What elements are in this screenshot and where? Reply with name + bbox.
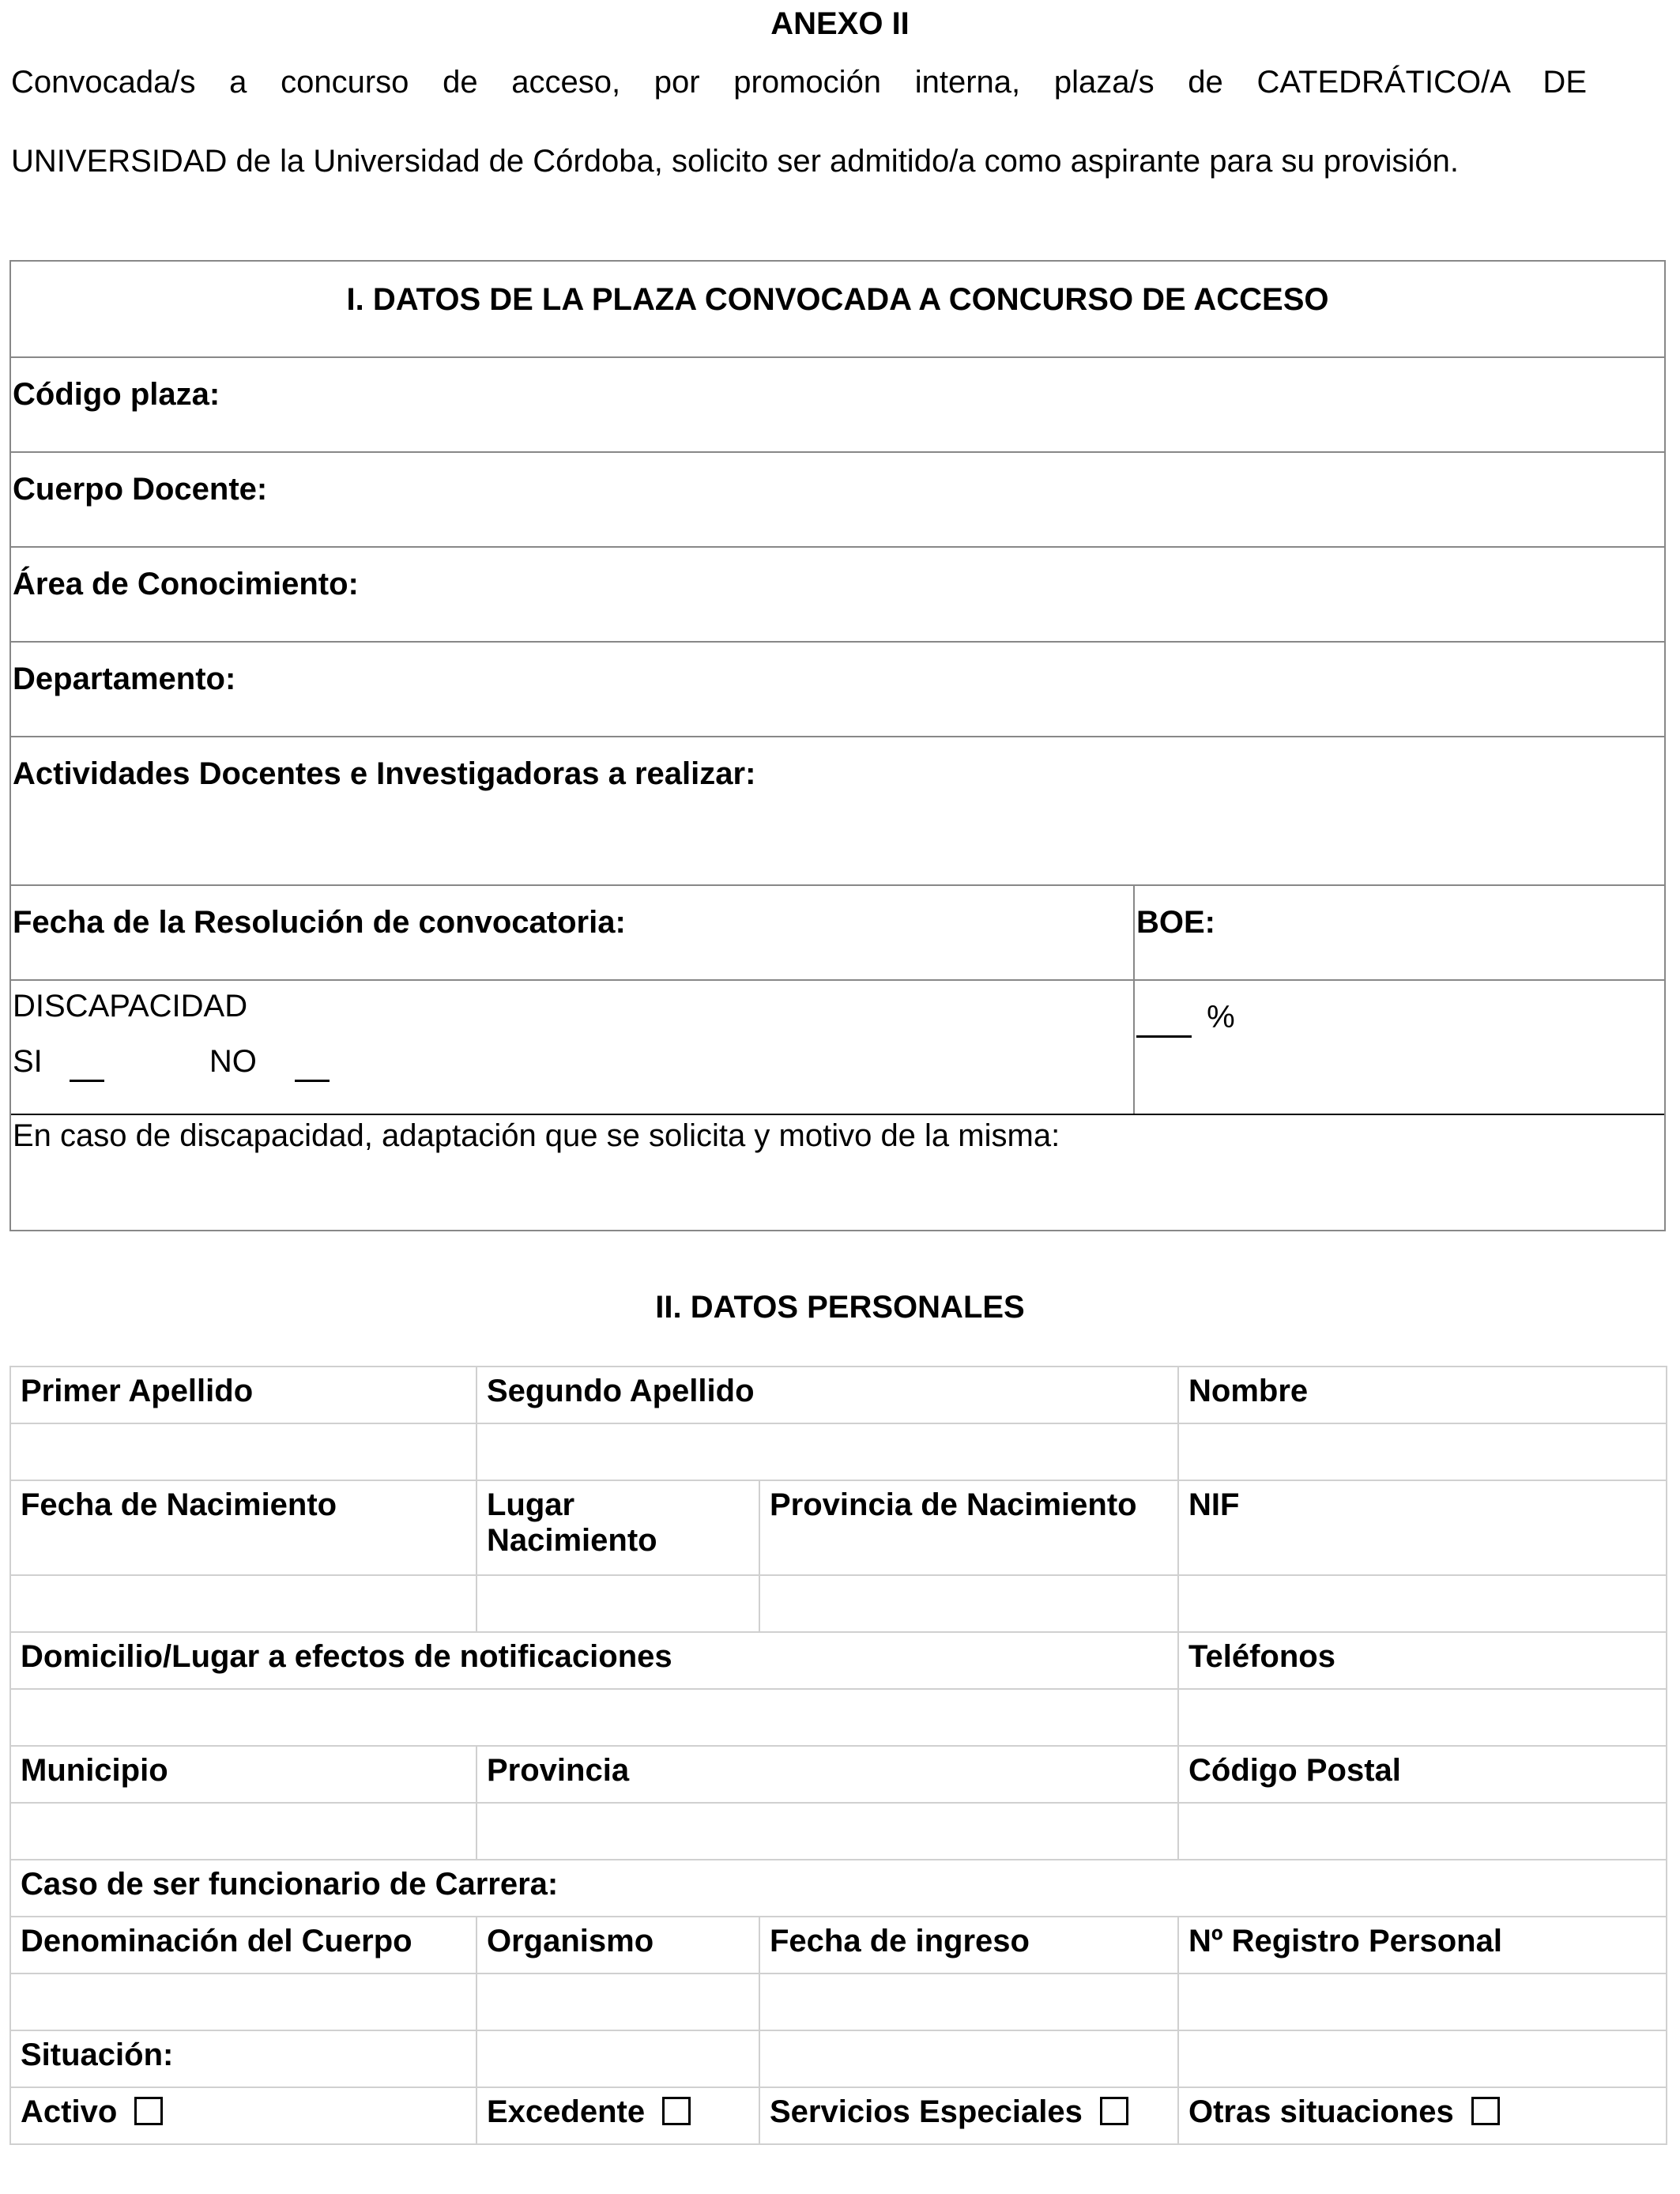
- fecha-ingreso-label: Fecha de ingreso: [759, 1917, 1178, 1973]
- actividades-label: Actividades Docentes e Investigadoras a realizar:: [13, 756, 756, 791]
- segundo-apellido-field[interactable]: [477, 1423, 1178, 1480]
- codigo-postal-label: Código Postal: [1178, 1746, 1667, 1803]
- section-plaza: [9, 260, 1666, 1231]
- nif-field[interactable]: [1178, 1575, 1667, 1632]
- nombre-label: Nombre: [1178, 1367, 1667, 1423]
- domicilio-label: Domicilio/Lugar a efectos de notificaciones: [10, 1632, 1178, 1689]
- fecha-resolucion-label: Fecha de la Resolución de convocatoria:: [13, 905, 626, 940]
- cuerpo-docente-row[interactable]: [11, 451, 1664, 546]
- activo-option: [10, 2087, 477, 2144]
- column-divider: [1133, 886, 1135, 979]
- intro-line-1: Convocada/s a concurso de acceso, por promoción interna, plaza/s de CATEDRÁTICO/A DE: [11, 65, 1587, 100]
- fecha-nacimiento-field[interactable]: [10, 1575, 477, 1632]
- personal-data-table: [9, 1366, 1667, 2145]
- telefonos-label: Teléfonos: [1178, 1632, 1667, 1689]
- provincia-field[interactable]: [477, 1803, 1178, 1860]
- servicios-especiales-option: [759, 2087, 1178, 2144]
- nombre-field[interactable]: [1178, 1423, 1667, 1480]
- intro-line-2: UNIVERSIDAD de la Universidad de Córdoba, solicito ser admitido/a como aspirante para su provisión.: [11, 144, 1459, 179]
- departamento-row[interactable]: [11, 641, 1664, 736]
- fecha-nacimiento-label: Fecha de Nacimiento: [10, 1480, 477, 1575]
- si-label: SI: [13, 1044, 43, 1079]
- municipio-label: Municipio: [10, 1746, 477, 1803]
- primer-apellido-field[interactable]: [10, 1423, 477, 1480]
- telefonos-field[interactable]: [1178, 1689, 1667, 1746]
- percent-blank[interactable]: [1136, 1000, 1192, 1038]
- section-personal-title: II. DATOS PERSONALES: [655, 1290, 1025, 1325]
- activo-checkbox[interactable]: [134, 2097, 163, 2125]
- column-divider: [1133, 981, 1135, 1114]
- percent-sign: %: [1207, 1000, 1235, 1035]
- empty-cell: [477, 2030, 759, 2087]
- primer-apellido-label: Primer Apellido: [10, 1367, 477, 1423]
- fecha-ingreso-field[interactable]: [759, 1973, 1178, 2030]
- percent-field[interactable]: [1136, 1000, 1235, 1038]
- municipio-field[interactable]: [10, 1803, 477, 1860]
- nif-label: NIF: [1178, 1480, 1667, 1575]
- otras-situaciones-label: Otras situaciones: [1188, 2094, 1454, 2129]
- actividades-row[interactable]: [11, 736, 1664, 884]
- empty-cell: [759, 2030, 1178, 2087]
- registro-field[interactable]: [1178, 1973, 1667, 2030]
- boe-label: BOE:: [1136, 905, 1215, 940]
- area-label: Área de Conocimiento:: [13, 567, 359, 601]
- domicilio-field[interactable]: [10, 1689, 1178, 1746]
- denominacion-field[interactable]: [10, 1973, 477, 2030]
- fecha-resolucion-row: [11, 884, 1664, 979]
- adaptacion-row[interactable]: [11, 1114, 1664, 1233]
- discapacidad-row: [11, 979, 1664, 1114]
- si-blank[interactable]: [70, 1044, 104, 1082]
- section-plaza-title: I. DATOS DE LA PLAZA CONVOCADA A CONCURSO DE ACCESO: [346, 282, 1329, 317]
- lugar-nacimiento-label: Lugar Nacimiento: [477, 1480, 759, 1575]
- no-blank[interactable]: [295, 1044, 330, 1082]
- activo-label: Activo: [21, 2094, 118, 2129]
- funcionario-label: Caso de ser funcionario de Carrera:: [10, 1860, 1667, 1917]
- discapacidad-options: [13, 1044, 330, 1082]
- no-label: NO: [209, 1044, 257, 1079]
- segundo-apellido-label: Segundo Apellido: [477, 1367, 1178, 1423]
- codigo-postal-field[interactable]: [1178, 1803, 1667, 1860]
- excedente-checkbox[interactable]: [662, 2097, 691, 2125]
- codigo-plaza-row[interactable]: [11, 356, 1664, 451]
- otras-situaciones-option: [1178, 2087, 1667, 2144]
- discapacidad-label: DISCAPACIDAD: [13, 989, 248, 1023]
- servicios-especiales-checkbox[interactable]: [1100, 2097, 1128, 2125]
- servicios-especiales-label: Servicios Especiales: [770, 2094, 1083, 2129]
- empty-cell: [1178, 2030, 1667, 2087]
- document-title: ANEXO II: [770, 6, 910, 41]
- organismo-label: Organismo: [477, 1917, 759, 1973]
- situacion-label: Situación:: [10, 2030, 477, 2087]
- departamento-label: Departamento:: [13, 662, 236, 696]
- cuerpo-docente-label: Cuerpo Docente:: [13, 472, 268, 507]
- adaptacion-label: En caso de discapacidad, adaptación que se solicita y motivo de la misma:: [13, 1118, 1060, 1153]
- excedente-label: Excedente: [487, 2094, 646, 2129]
- area-row[interactable]: [11, 546, 1664, 641]
- organismo-field[interactable]: [477, 1973, 759, 2030]
- excedente-option: [477, 2087, 759, 2144]
- lugar-nacimiento-field[interactable]: [477, 1575, 759, 1632]
- registro-label: Nº Registro Personal: [1178, 1917, 1667, 1973]
- denominacion-label: Denominación del Cuerpo: [10, 1917, 477, 1973]
- codigo-plaza-label: Código plaza:: [13, 377, 220, 412]
- otras-situaciones-checkbox[interactable]: [1471, 2097, 1500, 2125]
- provincia-nacimiento-field[interactable]: [759, 1575, 1178, 1632]
- provincia-label: Provincia: [477, 1746, 1178, 1803]
- provincia-nacimiento-label: Provincia de Nacimiento: [759, 1480, 1178, 1575]
